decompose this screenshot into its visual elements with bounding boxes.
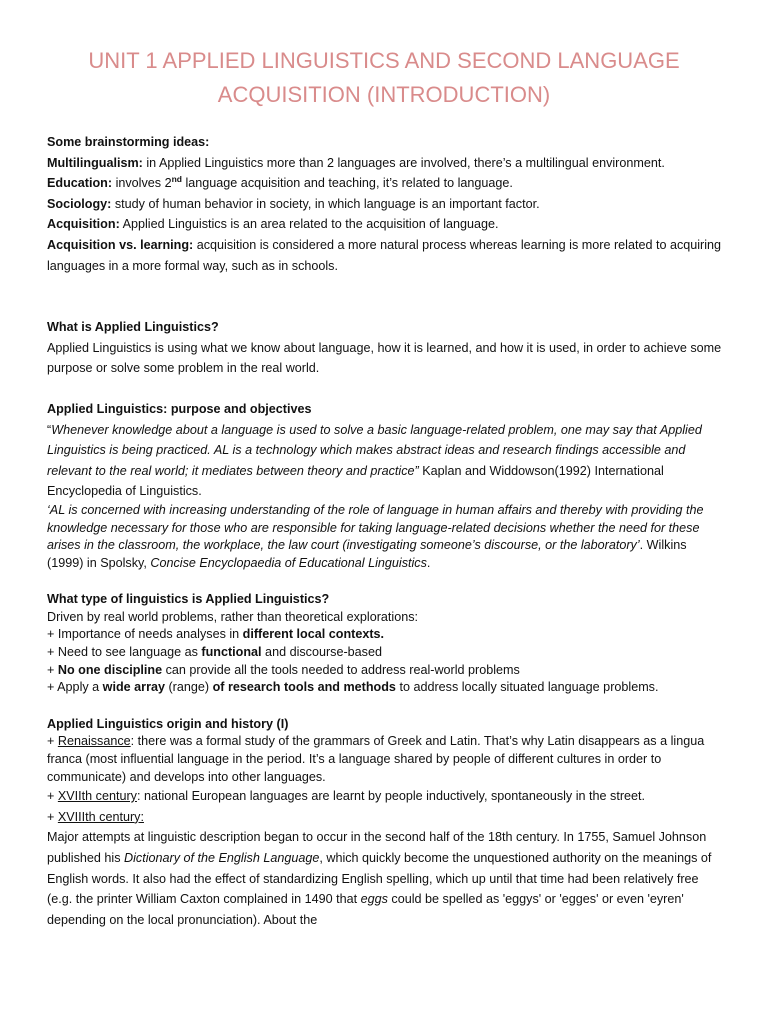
list-item: [47, 679, 725, 697]
purpose-heading: Applied Linguistics: purpose and objectives: [47, 401, 312, 416]
quote-close: ”: [414, 463, 423, 478]
term: Education:: [47, 176, 113, 191]
source-end: .: [426, 555, 431, 570]
term: Renaissance: [57, 734, 131, 749]
brainstorm-education: [47, 173, 725, 194]
title-line-2: ACQUISITION (INTRODUCTION): [217, 82, 551, 107]
history-xvii: [47, 786, 725, 807]
term: Multilingualism:: [47, 155, 143, 170]
item-text: and discourse-based: [261, 645, 382, 660]
item-text: + Importance of needs analyses in: [47, 627, 243, 642]
term: Acquisition vs. learning:: [47, 237, 194, 252]
plus: +: [47, 734, 58, 749]
history-paragraph: [47, 827, 725, 930]
definition: involves 2: [112, 176, 172, 191]
definition: acquisition is considered a more natural process whereas learning is more related to acquiring languages in a more formal way, such as in schools.: [47, 237, 722, 273]
brainstorm-acq-vs-learning: [47, 235, 725, 276]
type-heading: What type of linguistics is Applied Linguistics?: [47, 592, 330, 607]
what-is-heading: What is Applied Linguistics?: [47, 320, 219, 335]
item-bold: No one discipline: [57, 662, 163, 677]
type-section: [47, 591, 725, 697]
definition: : national European languages are learnt by people inductively, spontaneously in the street.: [136, 789, 646, 804]
definition: study of human behavior in society, in which language is an important factor.: [111, 196, 540, 211]
type-intro: Driven by real world problems, rather than theoretical explorations:: [47, 609, 418, 624]
definition: in Applied Linguistics more than 2 languages are involved, there’s a multilingual environment.: [142, 155, 665, 170]
quote-source: Kaplan and Widdowson(1992) International Encyclopedia of Linguistics.: [47, 463, 664, 499]
item-text: + Apply a: [47, 680, 103, 695]
list-item: [47, 626, 725, 644]
quote-source: . Wilkins (1999) in Spolsky,: [47, 538, 687, 570]
quote-kaplan: [47, 420, 725, 502]
history-heading: Applied Linguistics origin and history (I): [47, 716, 289, 731]
superscript: nd: [171, 174, 182, 184]
title-line-1: UNIT 1 APPLIED LINGUISTICS AND SECOND LANGUAGE: [88, 48, 680, 73]
definition-cont: language acquisition and teaching, it’s related to language.: [181, 176, 513, 191]
item-text: to address locally situated language problems.: [395, 680, 659, 695]
brainstorm-heading: Some brainstorming ideas:: [47, 135, 210, 149]
paragraph-text: Major attempts at linguistic description began to occur in the second half of the 18th century. In 1755, Samuel Johnson published his: [47, 830, 707, 865]
page-title: [40, 44, 728, 112]
quote-open: “: [47, 422, 52, 437]
definition: : there was a formal study of the grammars of Greek and Latin. That’s why Latin disappears as a lingua franca (most influential language in the period. It’s a language shared by people of different cultures in order to communicate) and develops into other languages.: [47, 734, 705, 784]
brainstorm-acquisition: [47, 214, 725, 235]
item-text: +: [47, 662, 58, 677]
book-title: Dictionary of the English Language: [124, 851, 320, 865]
term: XVIIIth century:: [57, 809, 144, 824]
quote-text: ‘AL is concerned with increasing understanding of the role of language in human affairs and thereby with providing the knowledge necessary for those who are responsible for taking language-related decisions whether the need for these arises in the classroom, the workplace, the law court (investigating someone’s discourse, or the laboratory’: [47, 502, 704, 553]
item-bold: functional: [201, 645, 262, 660]
example-word: eggs: [360, 892, 388, 907]
history-renaissance: [47, 733, 725, 786]
item-bold: different local contexts.: [242, 627, 385, 642]
term: Acquisition:: [47, 217, 120, 232]
paragraph-text: , which quickly become the unquestioned authority on the meanings of English words. It also had the effect of standardizing English spelling, which up until that time had been relatively free (e.g. the printer William Caxton complained in 1490 that: [47, 851, 712, 907]
quote-wilkins: [47, 502, 725, 572]
term: XVIIth century: [57, 789, 137, 804]
what-is-text: Applied Linguistics is using what we know about language, how it is learned, and how it is used, in order to achieve some purpose or solve some problem in the real world.: [47, 340, 722, 376]
list-item: [47, 644, 725, 662]
item-bold: of research tools and methods: [212, 680, 396, 695]
brainstorm-sociology: [47, 194, 725, 215]
item-text: + Need to see language as: [47, 645, 202, 660]
term: Sociology:: [47, 196, 112, 211]
source-title: Concise Encyclopaedia of Educational Linguistics: [150, 555, 427, 570]
history-xviii: [47, 807, 725, 828]
paragraph-text: could be spelled as 'eggys' or 'egges' or even 'eyren' depending on the local pronunciation). About the: [47, 892, 684, 927]
plus: +: [47, 789, 58, 804]
document-body: [47, 132, 725, 930]
item-text: can provide all the tools needed to address real-world problems: [162, 662, 520, 677]
quote-text: Whenever knowledge about a language is used to solve a basic language-related problem, one may say that Applied Linguistics is being practiced. AL is a technology which makes abstract ideas and research findings accessible and relevant to the real world; it mediates between theory and practice: [47, 422, 702, 478]
list-item: [47, 662, 725, 680]
brainstorm-multilingualism: [47, 153, 725, 174]
plus: +: [47, 809, 58, 824]
item-text: (range): [164, 680, 213, 695]
definition: Applied Linguistics is an area related to the acquisition of language.: [119, 217, 499, 232]
item-bold: wide array: [102, 680, 165, 695]
